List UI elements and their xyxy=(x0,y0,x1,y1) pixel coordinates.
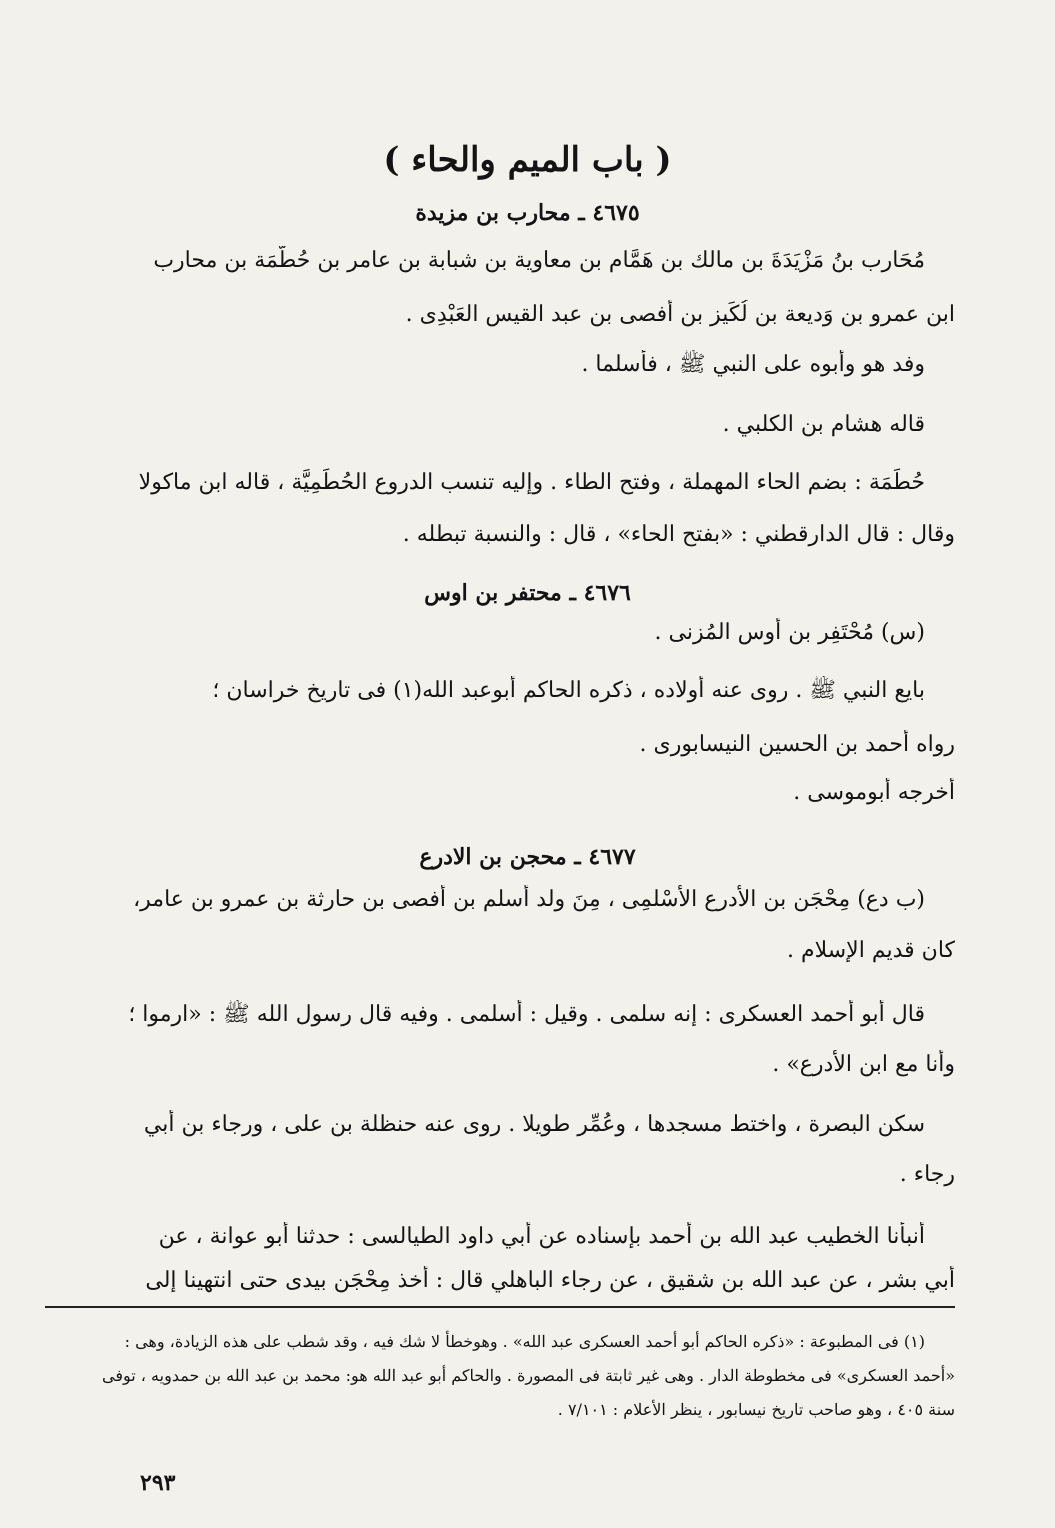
entry-heading: ٤٦٧٥ ـ محارب بن مزيدة xyxy=(415,200,640,226)
text-line: قاله هشام بن الكلبي . xyxy=(722,412,925,437)
text-line: أخرجه أبوموسى . xyxy=(793,780,955,805)
text-line: رواه أحمد بن الحسين النيسابورى . xyxy=(639,732,955,757)
entry-heading: ٤٦٧٧ ـ محجن بن الادرع xyxy=(419,844,636,870)
footnote-divider xyxy=(45,1306,955,1308)
text-line: وأنا مع ابن الأدرع» . xyxy=(772,1052,955,1077)
footnote-line: «أحمد العسكرى» فى مخطوطة الدار . وهى غير ثابتة فى المصورة . والحاكم أبو عبد الله هو: محمد بن عبد الله بن حمدويه ، توفى xyxy=(102,1366,955,1385)
entry-heading: ٤٦٧٦ ـ محتفر بن اوس xyxy=(424,580,631,606)
footnote-line: (١) فى المطبوعة : «ذكره الحاكم أبو أحمد العسكرى عبد الله» . وهوخطأ لا شك فيه ، وقد شطب على هذه الزيادة، وهى : xyxy=(124,1332,925,1351)
text-line: كان قديم الإسلام . xyxy=(787,938,955,963)
text-line: وفد هو وأبوه على النبي ﷺ ، فأسلما . xyxy=(581,352,925,377)
text-line: ابن عمرو بن وَديعة بن لُكَيز بن أفصى بن عبد القيس العَبْدِى . xyxy=(405,302,955,327)
text-line: بايع النبي ﷺ . روى عنه أولاده ، ذكره الحاكم أبوعبد الله(١) فى تاريخ خراسان ؛ xyxy=(212,678,925,703)
chapter-title: ( باب الميم والحاء ) xyxy=(383,140,672,180)
text-line: قال أبو أحمد العسكرى : إنه سلمى . وقيل : أسلمى . وفيه قال رسول الله ﷺ : «ارموا ؛ xyxy=(128,1002,925,1027)
text-line: (ب دع) مِحْجَن بن الأَدرع الأَسْلمِى ، مِنَ ولد أسلم بن أفصى بن حارثة بن عمرو بن عامر، xyxy=(133,887,925,912)
text-line: (س) مُحْتَفِر بن أوس المُزنى . xyxy=(654,620,925,645)
text-line: مُحَارب بنُ مَزْيَدَةَ بن مالك بن هَمَّام بن معاوية بن شبابة بن عامر بن حُطَّمَة بن محارب xyxy=(153,248,925,273)
text-line: رجاء . xyxy=(899,1162,955,1187)
text-line: أنبأنا الخطيب عبد الله بن أحمد بإسناده عن أبي داود الطيالسى : حدثنا أبو عوانة ، عن xyxy=(158,1224,925,1249)
page-number: ٢٩٣ xyxy=(140,1470,176,1496)
text-line: سكن البصرة ، واختط مسجدها ، وعُمِّر طويلا . روى عنه حنظلة بن على ، ورجاء بن أبي xyxy=(143,1112,925,1137)
text-line: حُطَمَة : بضم الحاء المهملة ، وفتح الطاء . وإليه تنسب الدروع الحُطَمِيَّة ، قاله ابن ماكولا xyxy=(138,470,925,495)
text-line: وقال : قال الدارقطني : «بفتح الحاء» ، قال : والنسبة تبطله . xyxy=(402,522,955,547)
text-line: أبي بشر ، عن عبد الله بن شقيق ، عن رجاء الباهلي قال : أخذ مِحْجَن بيدى حتى انتهينا إلى xyxy=(145,1268,955,1293)
footnote-line: سنة ٤٠٥ ، وهو صاحب تاريخ نيسابور ، ينظر الأعلام : ٧/١٠١ . xyxy=(557,1400,955,1419)
